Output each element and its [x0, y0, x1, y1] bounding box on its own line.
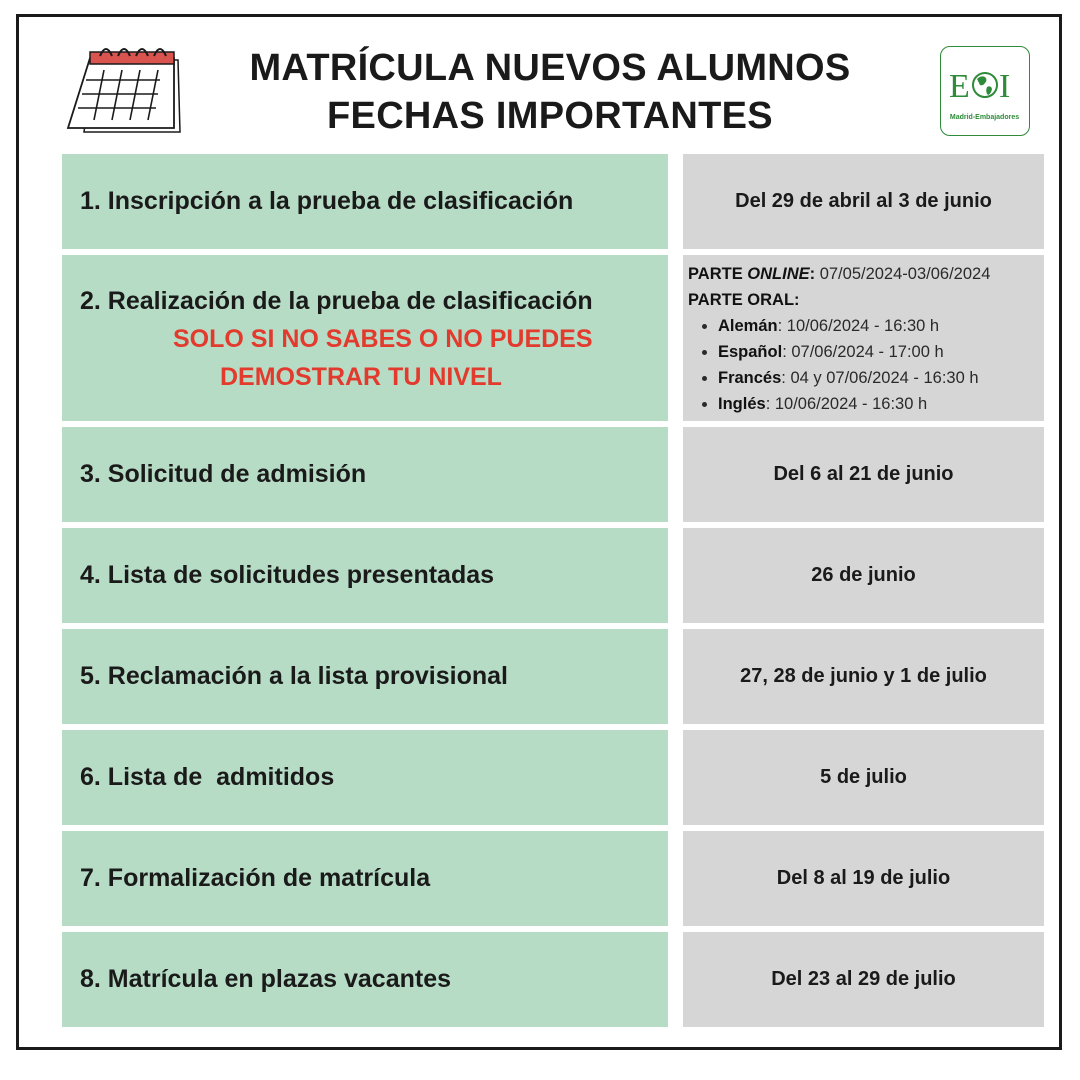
step-label: 2. Realización de la prueba de clasificación [80, 287, 593, 315]
date-value: Del 6 al 21 de junio [773, 463, 954, 485]
step-label: 1. Inscripción a la prueba de clasificación [80, 187, 574, 215]
date-value: 27, 28 de junio y 1 de julio [740, 665, 987, 687]
language-name: Alemán [718, 317, 778, 335]
date-cell [683, 629, 1044, 724]
online-emphasis: ONLINE [747, 265, 810, 283]
step-label: 6. Lista de admitidos [80, 763, 335, 791]
step-cell [62, 730, 668, 825]
title-line-1: MATRÍCULA NUEVOS ALUMNOS [249, 47, 851, 89]
language-schedule: : 10/06/2024 - 16:30 h [765, 395, 928, 413]
oral-label: PARTE ORAL: [688, 291, 800, 309]
language-schedule: : 04 y 07/06/2024 - 16:30 h [781, 369, 979, 387]
table-row [62, 831, 1044, 926]
step-cell [62, 528, 668, 623]
table-row [62, 629, 1044, 724]
online-label: PARTE [688, 265, 748, 283]
online-value: 07/05/2024-03/06/2024 [815, 265, 991, 283]
date-cell [683, 154, 1044, 249]
language-schedule: : 07/06/2024 - 17:00 h [782, 343, 944, 361]
list-item [718, 313, 1040, 339]
date-cell [683, 932, 1044, 1027]
oral-schedule-list [688, 313, 1040, 417]
table-row [62, 528, 1044, 623]
step-label: 3. Solicitud de admisión [80, 460, 367, 488]
warning-text: DEMOSTRAR TU NIVEL [220, 363, 502, 391]
oral-part-line [688, 287, 1040, 313]
table-row [62, 932, 1044, 1027]
title-line-2: FECHAS IMPORTANTES [327, 95, 773, 137]
step-cell [62, 255, 668, 421]
language-name: Español [718, 343, 783, 361]
step-label: 4. Lista de solicitudes presentadas [80, 561, 495, 589]
step-cell [62, 831, 668, 926]
logo-subtitle: Madrid-Embajadores [949, 114, 1020, 121]
step-label: 7. Formalización de matrícula [80, 864, 431, 892]
step-label: 8. Matrícula en plazas vacantes [80, 965, 452, 993]
globe-icon [973, 73, 997, 97]
language-name: Francés [718, 369, 782, 387]
list-item [718, 365, 1040, 391]
step-cell [62, 629, 668, 724]
calendar-icon [62, 46, 184, 138]
step-cell [62, 154, 668, 249]
logo-letter-i: I [999, 68, 1011, 105]
date-cell [683, 831, 1044, 926]
step-cell [62, 427, 668, 522]
date-cell [683, 427, 1044, 522]
logo-letter-e: E [949, 68, 970, 105]
date-value: 5 de julio [820, 766, 907, 788]
table-row [62, 427, 1044, 522]
step-cell [62, 932, 668, 1027]
table-row [62, 730, 1044, 825]
date-value: 26 de junio [811, 564, 916, 586]
step-label: 5. Reclamación a la lista provisional [80, 662, 508, 690]
online-colon: : [809, 265, 816, 283]
date-cell [683, 730, 1044, 825]
date-value: Del 8 al 19 de julio [776, 867, 951, 889]
warning-text: SOLO SI NO SABES O NO PUEDES [173, 325, 593, 353]
page-title [200, 44, 900, 140]
eoi-logo [940, 46, 1030, 136]
table-row [62, 154, 1044, 249]
online-part-line [688, 261, 1040, 287]
language-name: Inglés [718, 395, 766, 413]
date-value: Del 29 de abril al 3 de junio [735, 190, 992, 212]
date-cell [683, 255, 1044, 421]
list-item [718, 339, 1040, 365]
date-value: Del 23 al 29 de julio [771, 968, 956, 990]
list-item [718, 391, 1040, 417]
language-schedule: : 10/06/2024 - 16:30 h [777, 317, 940, 335]
date-cell [683, 528, 1044, 623]
table-row [62, 255, 1044, 421]
